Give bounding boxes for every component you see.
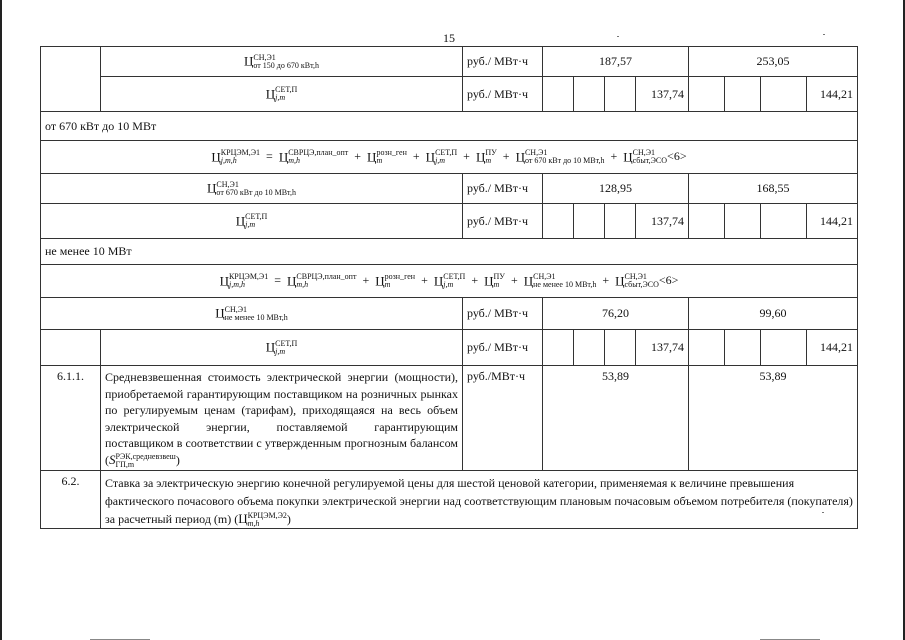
scan-speck	[617, 36, 619, 37]
unit-cell: руб./ МВт·ч	[463, 330, 543, 366]
table-row	[41, 174, 858, 204]
table-row	[41, 47, 858, 77]
table-row	[41, 471, 858, 529]
value-cell: 144,21	[807, 330, 858, 366]
empty-number-cell	[41, 47, 101, 112]
value-cell: 128,95	[543, 174, 689, 204]
unit-cell: руб./ МВт·ч	[463, 298, 543, 330]
value-cell: 144,21	[807, 77, 858, 112]
table-row	[41, 298, 858, 330]
indicator-cell: Ц СН,Э1 от 670 кВт до 10 МВт,h	[41, 174, 463, 204]
scan-speck	[823, 34, 825, 35]
section-description: Средневзвешенная стоимость электрической энергии (мощности), приобретаемой гарантирующим поставщиком на розничных рынках по регулируемым ценам (тарифам), приходящаяся на весь объем электрической энергии, поставляемой гарантирующим поставщиком в соответствии с утвержденным прогнозным балансом (S РЭК,средневзвеш ГП,m )	[101, 366, 463, 471]
formula-cell: Ц КРЦЭМ,Э1 j,m,h = Ц СВРЦЭ,план_опт m,h + Ц розн_ген m + Ц СЕТ,П j,m + Ц ПУ m + Ц СН,Э1 от 670 кВт до 10 МВт,h + Ц СН,Э1 сбыт,ЭСО <6>	[41, 141, 858, 174]
value-cell: 53,89	[543, 366, 689, 471]
value-cell: 144,21	[807, 204, 858, 239]
value-cell: 187,57	[543, 47, 689, 77]
table-row	[41, 112, 858, 141]
group-heading: от 670 кВт до 10 МВт	[41, 112, 858, 141]
table-row	[41, 265, 858, 298]
tariff-table	[40, 46, 858, 529]
value-cell: 53,89	[689, 366, 858, 471]
section-number: 6.2.	[41, 471, 101, 529]
table-row	[41, 366, 858, 471]
value-cell: 168,55	[689, 174, 858, 204]
indicator-cell: Ц СЕТ,П j,m	[101, 77, 463, 112]
value-cell: 137,74	[636, 330, 689, 366]
unit-cell: руб./ МВт·ч	[463, 204, 543, 239]
table-row	[41, 141, 858, 174]
table-row	[41, 330, 858, 366]
formula-cell: Ц КРЦЭМ,Э1 j,m,h = Ц СВРЦЭ,план_опт m,h + Ц розн_ген m + Ц СЕТ,П j,m + Ц ПУ m + Ц СН,Э1 не менее 10 МВт,h + Ц СН,Э1 сбыт,ЭСО <6>	[41, 265, 858, 298]
indicator-cell: Ц СН,Э1 не менее 10 МВт,h	[41, 298, 463, 330]
unit-cell: руб./ МВт·ч	[463, 174, 543, 204]
value-cell: 137,74	[636, 204, 689, 239]
section-number: 6.1.1.	[41, 366, 101, 471]
table-row	[41, 204, 858, 239]
page-number: 15	[443, 31, 455, 45]
unit-cell: руб./ МВт·ч	[463, 77, 543, 112]
scan-frame-left	[0, 0, 2, 640]
group-heading: не менее 10 МВт	[41, 239, 858, 265]
indicator-cell: Ц СЕТ,П j,m	[101, 330, 463, 366]
indicator-cell: Ц СН,Э1 от 150 до 670 кВт,h	[101, 47, 463, 77]
unit-cell: руб./МВт·ч	[463, 366, 543, 471]
indicator-cell: Ц СЕТ,П j,m	[41, 204, 463, 239]
value-cell: 253,05	[689, 47, 858, 77]
table-row	[41, 239, 858, 265]
empty-number-cell	[41, 330, 101, 366]
unit-cell: руб./ МВт·ч	[463, 47, 543, 77]
table-row	[41, 77, 858, 112]
value-cell: 137,74	[636, 77, 689, 112]
value-cell: 99,60	[689, 298, 858, 330]
section-description: Ставка за электрическую энергию конечной регулируемой цены для шестой ценовой категории, применяемая к величине превышения фактического почасового объема покупки электрической энергии над соответствующим плановым почасовым объемом потребителя (покупателя) за расчетный период (m) (Ц КРЦЭМ,Э2 m,h )	[101, 471, 858, 529]
value-cell: 76,20	[543, 298, 689, 330]
